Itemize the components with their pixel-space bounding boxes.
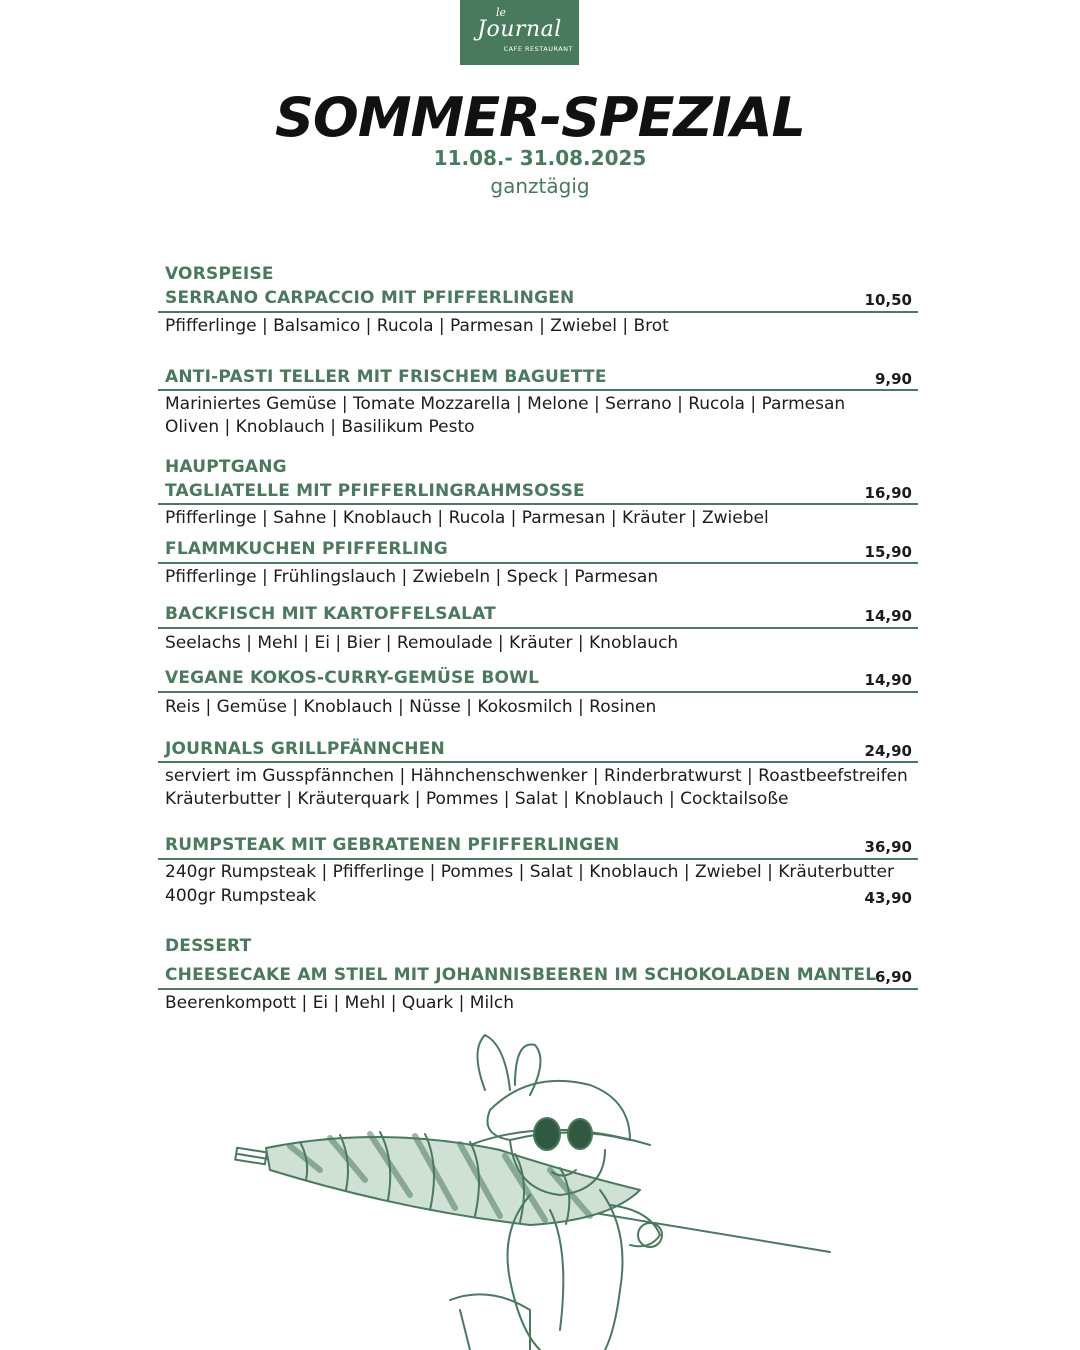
- menu-item-price: 9,90: [874, 370, 912, 388]
- menu-item-name: VEGANE KOKOS-CURRY-GEMÜSE BOWL: [165, 668, 540, 688]
- logo: [460, 0, 579, 65]
- menu-item-extra-price: 43,90: [864, 889, 912, 907]
- menu-item-description: Pfifferlinge | Sahne | Knoblauch | Rucola | Parmesan | Kräuter | Zwiebel: [165, 508, 769, 528]
- menu-item-price: 24,90: [864, 742, 912, 760]
- menu-item-description: Pfifferlinge | Balsamico | Rucola | Parmesan | Zwiebel | Brot: [165, 316, 669, 336]
- menu-item-description: 400gr Rumpsteak: [165, 886, 317, 906]
- menu-item-name: JOURNALS GRILLPFÄNNCHEN: [165, 739, 445, 759]
- divider: [158, 503, 918, 505]
- page-title: SOMMER-SPEZIAL: [275, 86, 805, 149]
- divider: [158, 988, 918, 990]
- logo-subtitle: CAFE RESTAURANT: [503, 45, 573, 53]
- menu-item-name: TAGLIATELLE MIT PFIFFERLINGRAHMSOSSE: [165, 481, 585, 501]
- divider: [158, 311, 918, 313]
- category-dessert: DESSERT: [165, 936, 252, 956]
- menu-item-name: ANTI-PASTI TELLER MIT FRISCHEM BAGUETTE: [165, 367, 607, 387]
- menu-item-description: serviert im Gusspfännchen | Hähnchenschwenker | Rinderbratwurst | Roastbeefstreifen: [165, 766, 908, 786]
- menu-item-price: 6,90: [874, 968, 912, 986]
- divider: [158, 389, 918, 391]
- menu-item-price: 36,90: [864, 838, 912, 856]
- menu-item-price: 10,50: [864, 291, 912, 309]
- menu-item-price: 14,90: [864, 671, 912, 689]
- date-range: 11.08.- 31.08.2025: [433, 146, 647, 170]
- menu-item-description: Beerenkompott | Ei | Mehl | Quark | Milch: [165, 993, 515, 1013]
- availability-note: ganztägig: [490, 174, 590, 198]
- menu-item-name: RUMPSTEAK MIT GEBRATENEN PFIFFERLINGEN: [165, 835, 620, 855]
- menu-item-name: BACKFISCH MIT KARTOFFELSALAT: [165, 604, 496, 624]
- category-starter: VORSPEISE: [165, 264, 274, 284]
- menu-item-description: Mariniertes Gemüse | Tomate Mozzarella | Melone | Serrano | Rucola | Parmesan: [165, 394, 846, 414]
- menu-item-name: CHEESECAKE AM STIEL MIT JOHANNISBEEREN IM SCHOKOLADEN MANTEL: [165, 965, 877, 985]
- bunny-with-umbrella-icon: [230, 1030, 840, 1350]
- divider: [158, 858, 918, 860]
- menu-item-description: Oliven | Knoblauch | Basilikum Pesto: [165, 417, 475, 437]
- menu-item-price: 14,90: [864, 607, 912, 625]
- menu-item-name: SERRANO CARPACCIO MIT PFIFFERLINGEN: [165, 288, 575, 308]
- menu-item-name: FLAMMKUCHEN PFIFFERLING: [165, 539, 448, 559]
- menu-item-price: 15,90: [864, 543, 912, 561]
- divider: [158, 761, 918, 763]
- menu-item-description: Pfifferlinge | Frühlingslauch | Zwiebeln | Speck | Parmesan: [165, 567, 659, 587]
- menu-item-price: 16,90: [864, 484, 912, 502]
- menu-item-description: Seelachs | Mehl | Ei | Bier | Remoulade | Kräuter | Knoblauch: [165, 633, 679, 653]
- logo-name: Journal: [477, 17, 562, 42]
- menu-item-description: 240gr Rumpsteak | Pfifferlinge | Pommes | Salat | Knoblauch | Zwiebel | Kräuterbutter: [165, 862, 894, 882]
- divider: [158, 562, 918, 564]
- category-main: HAUPTGANG: [165, 457, 287, 477]
- menu-item-description: Kräuterbutter | Kräuterquark | Pommes | Salat | Knoblauch | Cocktailsoße: [165, 789, 789, 809]
- divider: [158, 691, 918, 693]
- logo-prefix: le: [496, 6, 507, 19]
- menu-item-description: Reis | Gemüse | Knoblauch | Nüsse | Kokosmilch | Rosinen: [165, 697, 657, 717]
- divider: [158, 627, 918, 629]
